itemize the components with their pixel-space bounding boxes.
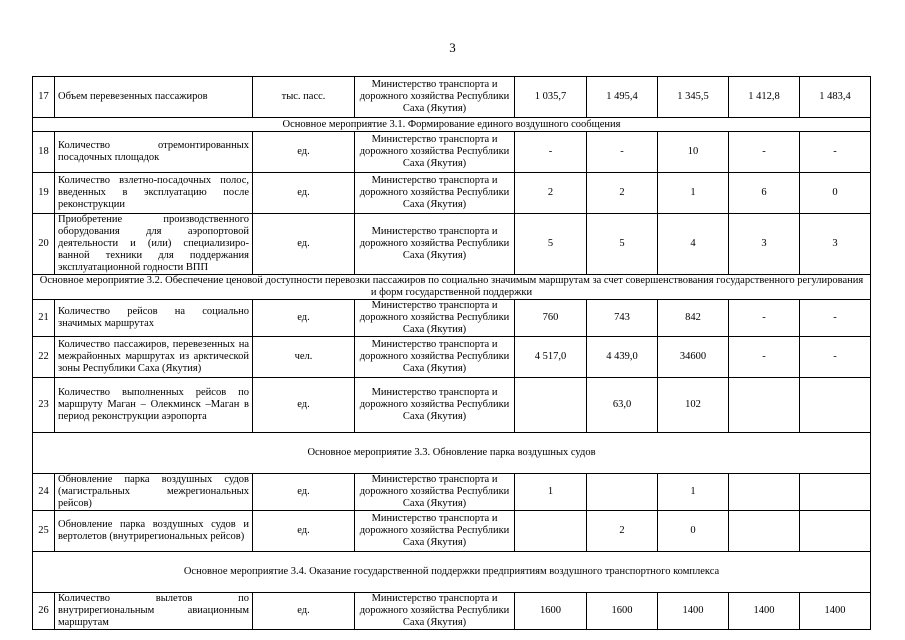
indicator-name-cell: Количество отремонтированных посадочных площадок — [55, 132, 253, 173]
executor-cell: Министерство транспорта и дорожного хозяйства Республики Саха (Якутия) — [355, 378, 515, 433]
value-cell — [515, 511, 587, 552]
unit-cell: ед. — [253, 474, 355, 511]
value-cell: 3 — [800, 214, 871, 275]
value-cell: 4 — [658, 214, 729, 275]
section-row — [33, 433, 871, 474]
section-title: Основное мероприятие 3.1. Формирование единого воздушного сообщения — [33, 118, 871, 132]
row-number-cell: 23 — [33, 378, 55, 433]
value-cell: - — [587, 132, 658, 173]
value-cell: - — [800, 132, 871, 173]
indicator-name-cell: Объем перевезенных пассажиров — [55, 77, 253, 118]
table-row — [33, 214, 871, 275]
section-title: Основное мероприятие 3.4. Оказание государственной поддержки предприятиям воздушного транспортного комплекса — [33, 552, 871, 593]
value-cell — [729, 378, 800, 433]
page-number: 3 — [449, 40, 456, 55]
value-cell — [515, 378, 587, 433]
value-cell: 2 — [515, 173, 587, 214]
executor-cell: Министерство транспорта и дорожного хозяйства Республики Саха (Якутия) — [355, 337, 515, 378]
unit-cell: ед. — [253, 214, 355, 275]
table-row — [33, 511, 871, 552]
indicator-name-cell: Приобретение производственного оборудования для аэропортовой деятельности и (или) специализиро-ванной техники для поддержания эксплуатационной годности ВПП — [55, 214, 253, 275]
executor-cell: Министерство транспорта и дорожного хозяйства Республики Саха (Якутия) — [355, 593, 515, 630]
unit-cell: чел. — [253, 337, 355, 378]
executor-cell: Министерство транспорта и дорожного хозяйства Республики Саха (Якутия) — [355, 132, 515, 173]
row-number-cell: 18 — [33, 132, 55, 173]
value-cell: 1 — [658, 474, 729, 511]
row-number-cell: 24 — [33, 474, 55, 511]
indicator-name-cell: Количество выполненных рейсов по маршруту Маган – Олекминск –Маган в период реконструкции аэропорта — [55, 378, 253, 433]
indicator-name-cell: Обновление парка воздушных судов и вертолетов (внутрирегиональных рейсов) — [55, 511, 253, 552]
value-cell: 5 — [587, 214, 658, 275]
value-cell: - — [729, 132, 800, 173]
executor-cell: Министерство транспорта и дорожного хозяйства Республики Саха (Якутия) — [355, 300, 515, 337]
indicator-name-cell: Количество взлетно-посадочных полос, введенных в эксплуатацию после реконструкции — [55, 173, 253, 214]
table-row — [33, 132, 871, 173]
row-number-cell: 21 — [33, 300, 55, 337]
value-cell: 1 — [515, 474, 587, 511]
value-cell: 6 — [729, 173, 800, 214]
table-row — [33, 593, 871, 630]
value-cell: 743 — [587, 300, 658, 337]
table-row — [33, 77, 871, 118]
value-cell: 0 — [658, 511, 729, 552]
value-cell: 2 — [587, 511, 658, 552]
value-cell: 63,0 — [587, 378, 658, 433]
row-number-cell: 20 — [33, 214, 55, 275]
value-cell: 102 — [658, 378, 729, 433]
unit-cell: ед. — [253, 300, 355, 337]
value-cell: 2 — [587, 173, 658, 214]
unit-cell: тыс. пасс. — [253, 77, 355, 118]
executor-cell: Министерство транспорта и дорожного хозяйства Республики Саха (Якутия) — [355, 474, 515, 511]
value-cell: 10 — [658, 132, 729, 173]
indicators-table — [32, 76, 871, 630]
table-row — [33, 378, 871, 433]
value-cell: 760 — [515, 300, 587, 337]
value-cell: 34600 — [658, 337, 729, 378]
unit-cell: ед. — [253, 593, 355, 630]
row-number-cell: 25 — [33, 511, 55, 552]
value-cell: 1 495,4 — [587, 77, 658, 118]
value-cell: 1400 — [729, 593, 800, 630]
indicator-name-cell: Количество вылетов по внутрирегиональным авиационным маршрутам — [55, 593, 253, 630]
value-cell: 1600 — [587, 593, 658, 630]
section-row — [33, 275, 871, 300]
indicator-name-cell: Количество рейсов на социально значимых маршрутах — [55, 300, 253, 337]
value-cell — [800, 511, 871, 552]
value-cell — [729, 474, 800, 511]
value-cell: - — [729, 300, 800, 337]
value-cell — [800, 474, 871, 511]
unit-cell: ед. — [253, 511, 355, 552]
executor-cell: Министерство транспорта и дорожного хозяйства Республики Саха (Якутия) — [355, 77, 515, 118]
table-row — [33, 474, 871, 511]
value-cell: - — [800, 300, 871, 337]
row-number-cell: 19 — [33, 173, 55, 214]
unit-cell: ед. — [253, 173, 355, 214]
value-cell: 1 412,8 — [729, 77, 800, 118]
value-cell: 0 — [800, 173, 871, 214]
section-title: Основное мероприятие 3.2. Обеспечение ценовой доступности перевозки пассажиров по социально значимым маршрутам за счет совершенствования государственного регулирования и форм государственной поддержки — [33, 275, 871, 300]
indicator-name-cell: Количество пассажиров, перевезенных на межрайонных маршрутах из арктической зоны Республики Саха (Якутия) — [55, 337, 253, 378]
value-cell: 4 439,0 — [587, 337, 658, 378]
indicator-name-cell: Обновление парка воздушных судов (магистральных межрегиональных рейсов) — [55, 474, 253, 511]
value-cell: 3 — [729, 214, 800, 275]
table-row — [33, 337, 871, 378]
value-cell: - — [515, 132, 587, 173]
executor-cell: Министерство транспорта и дорожного хозяйства Республики Саха (Якутия) — [355, 173, 515, 214]
value-cell: 1 — [658, 173, 729, 214]
value-cell — [587, 474, 658, 511]
value-cell: - — [729, 337, 800, 378]
value-cell — [800, 378, 871, 433]
row-number-cell: 22 — [33, 337, 55, 378]
value-cell: 4 517,0 — [515, 337, 587, 378]
section-row — [33, 552, 871, 593]
value-cell: 5 — [515, 214, 587, 275]
unit-cell: ед. — [253, 132, 355, 173]
value-cell: 1 345,5 — [658, 77, 729, 118]
table-row — [33, 300, 871, 337]
executor-cell: Министерство транспорта и дорожного хозяйства Республики Саха (Якутия) — [355, 511, 515, 552]
value-cell: 1 035,7 — [515, 77, 587, 118]
section-title: Основное мероприятие 3.3. Обновление парка воздушных судов — [33, 433, 871, 474]
value-cell: 1400 — [800, 593, 871, 630]
value-cell: 1400 — [658, 593, 729, 630]
row-number-cell: 26 — [33, 593, 55, 630]
executor-cell: Министерство транспорта и дорожного хозяйства Республики Саха (Якутия) — [355, 214, 515, 275]
value-cell: 1600 — [515, 593, 587, 630]
section-row — [33, 118, 871, 132]
value-cell — [729, 511, 800, 552]
table-row — [33, 173, 871, 214]
row-number-cell: 17 — [33, 77, 55, 118]
value-cell: 842 — [658, 300, 729, 337]
value-cell: 1 483,4 — [800, 77, 871, 118]
value-cell: - — [800, 337, 871, 378]
unit-cell: ед. — [253, 378, 355, 433]
